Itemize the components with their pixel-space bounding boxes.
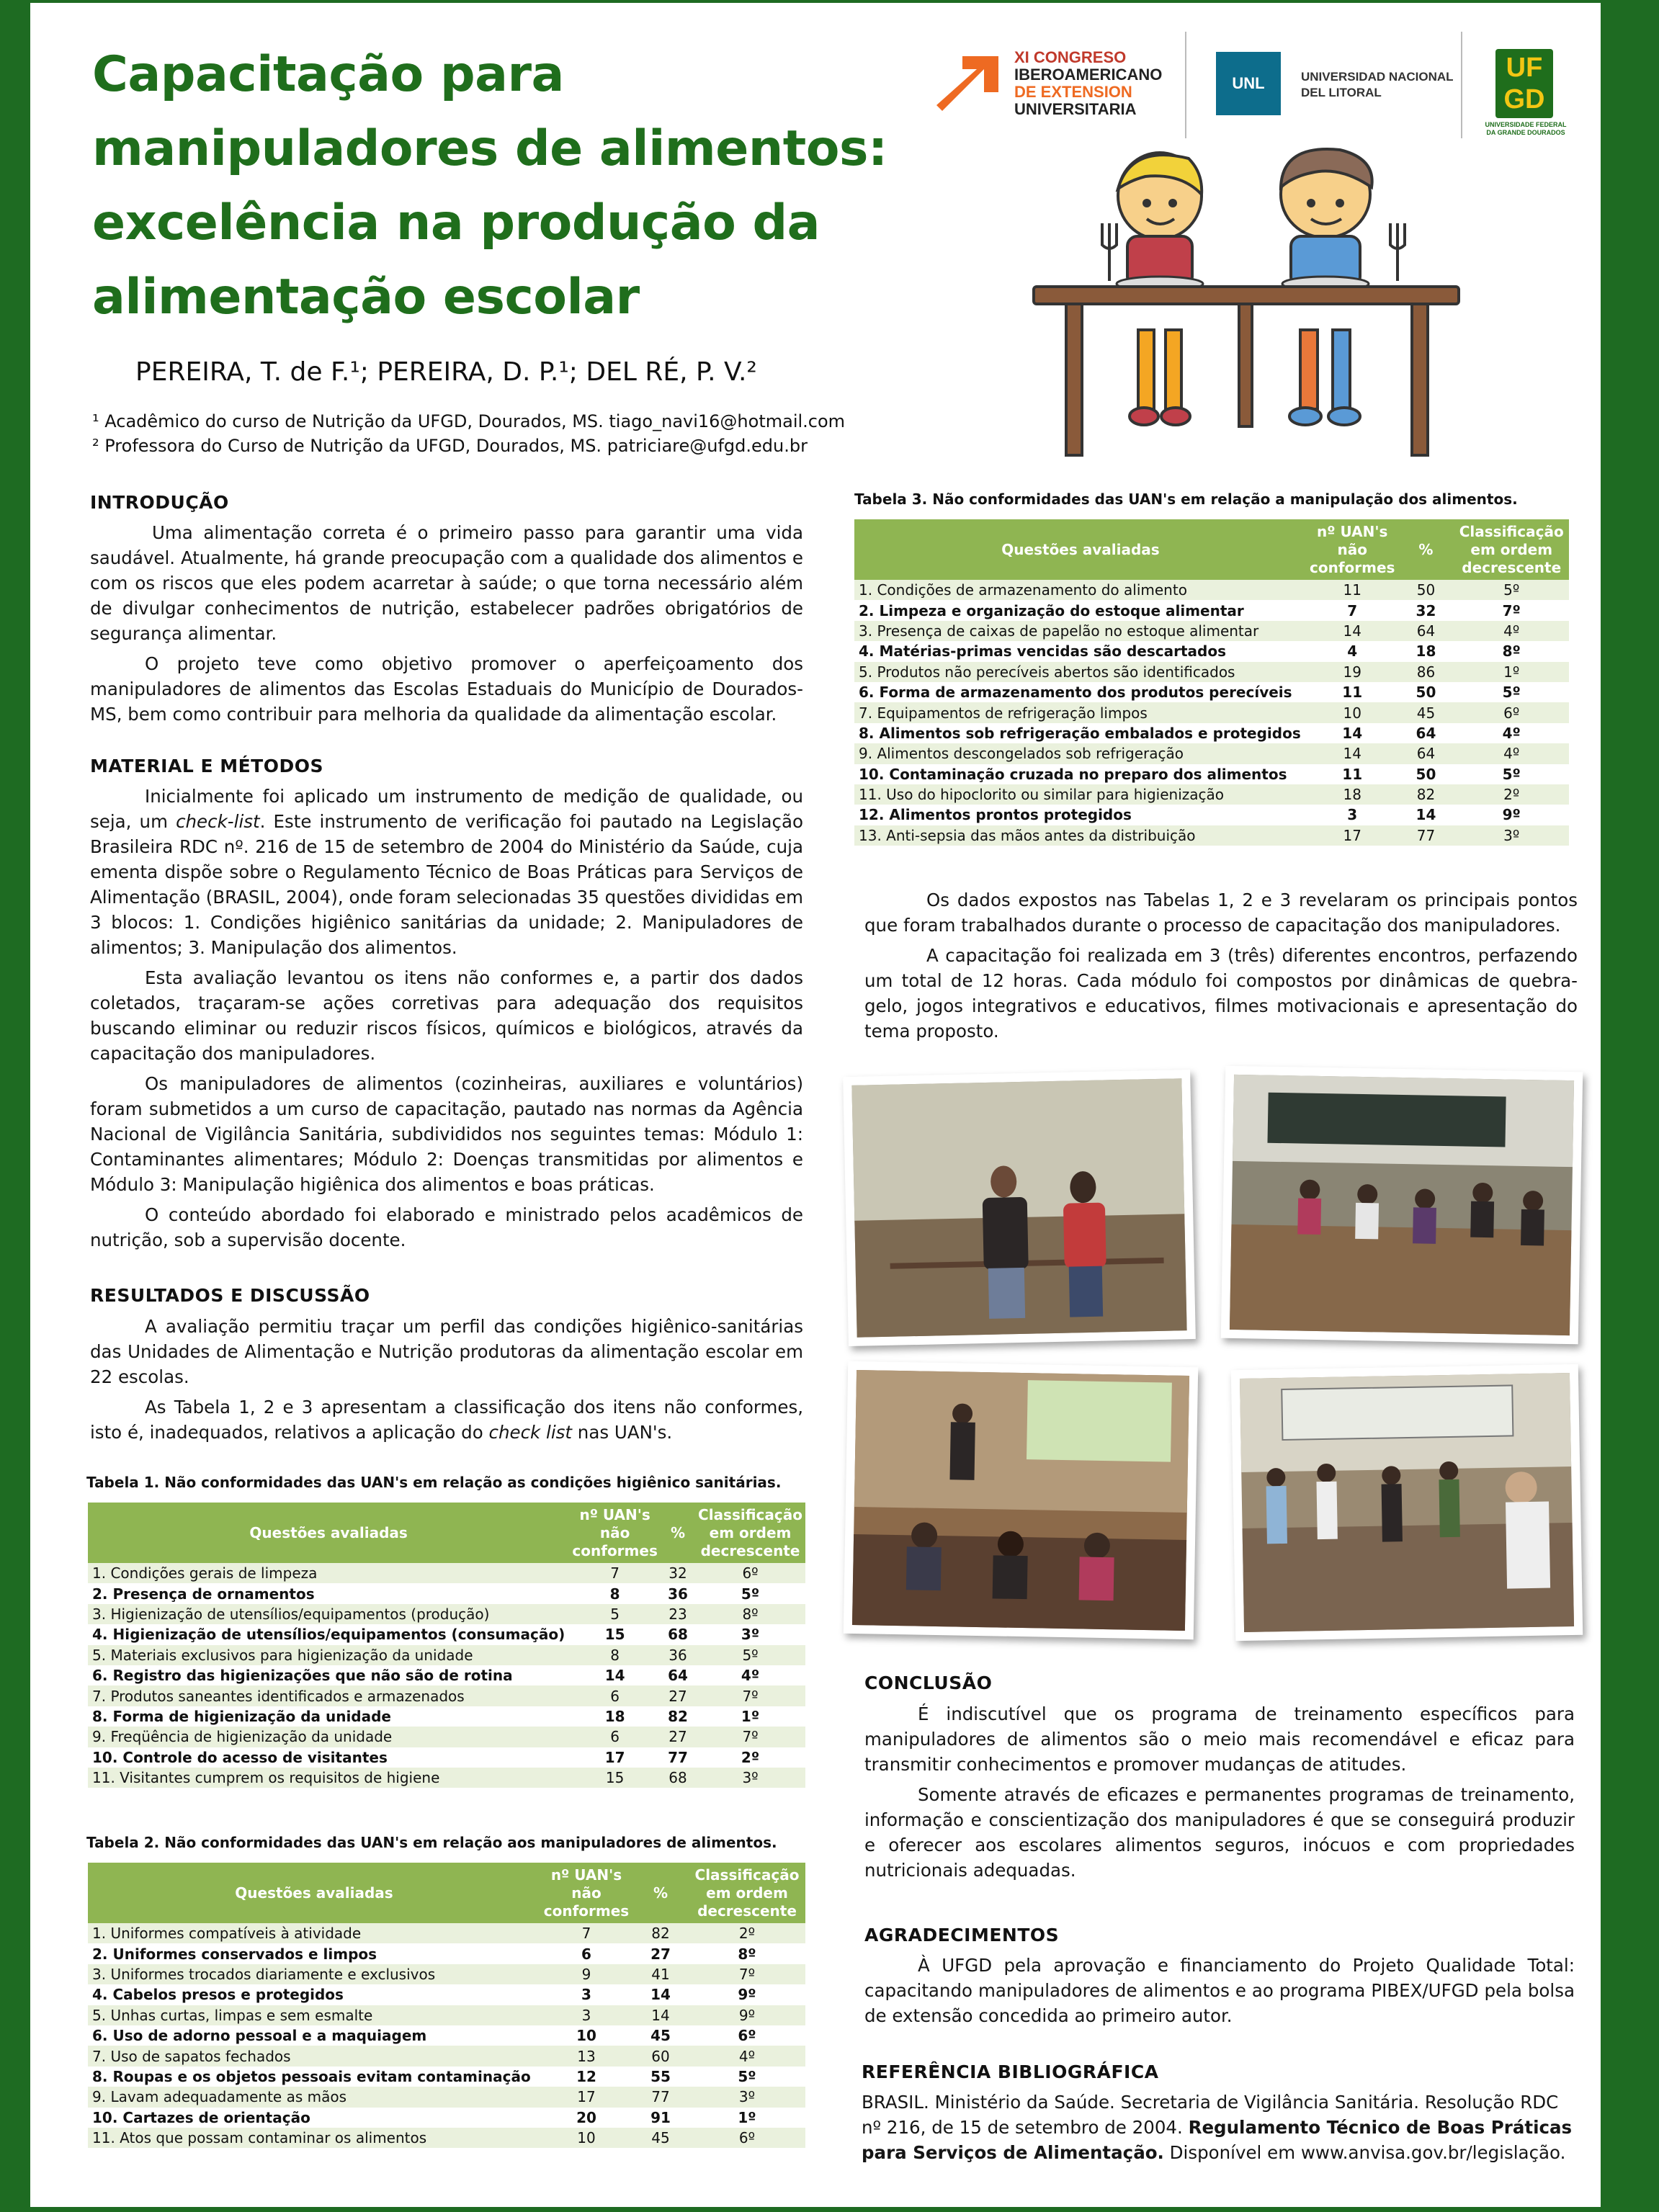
table3 [854,519,1569,846]
rank-cell: 4º [695,1665,805,1685]
photo-presentation-lecture [844,1361,1199,1639]
col-header-count: nº UAN's não conformes [540,1863,632,1923]
count-cell: 3 [540,1984,632,2005]
col-header-percent: % [632,1863,689,1923]
question-cell: 3. Higienização de utensílios/equipamentos (produção) [88,1604,569,1624]
table-row [88,1747,805,1768]
unl-name-line: UNIVERSIDAD NACIONAL [1301,70,1454,84]
percent-cell: 14 [632,1984,689,2005]
count-cell: 20 [540,2108,632,2128]
table1 [88,1503,805,1788]
table-row [88,1964,805,1984]
rank-cell: 7º [1454,600,1569,620]
table-row [854,662,1569,682]
logo-divider [1185,32,1186,138]
percent-cell: 32 [1398,600,1454,620]
photo-two-women-talking [843,1070,1196,1346]
rank-cell: 5º [1454,764,1569,784]
percent-cell: 64 [661,1665,695,1685]
question-cell: 6. Uso de adorno pessoal e a maquiagem [88,2025,540,2046]
right-border [1601,0,1659,2212]
question-cell: 8. Alimentos sob refrigeração embalados e protegidos [854,723,1307,743]
question-cell: 11. Visitantes cumprem os requisitos de higiene [88,1768,569,1788]
percent-cell: 50 [1398,580,1454,600]
title-line: Capacitação para [92,46,564,103]
top-border [0,0,1659,3]
table-row [854,825,1569,846]
question-cell: 9. Lavam adequadamente as mãos [88,2087,540,2107]
col-header-rank: Classificação em ordem decrescente [1454,519,1569,580]
methods-text-b: . Este instrumento de verificação foi pautado na Legislação Brasileira RDC nº. 216 de 15 de setembro de 2004 do Ministério da Saúde, cuja ementa dispõe sobre o Regulamento Técnico de Boas Práticas para Serviços de Alimentação (BRASIL, 2004), onde foram selecionadas 35 questões divididas em 3 blocos: 1. Condições higiênico sanitárias da unidade; 2. Manipuladores de alimentos; 3. Manipulação dos alimentos. [90,811,803,958]
percent-cell: 36 [661,1583,695,1603]
question-cell: 7. Produtos saneantes identificados e armazenados [88,1685,569,1706]
reference-text-c: Disponível em www.anvisa.gov.br/legislação. [1163,2142,1566,2163]
rank-cell: 2º [1454,784,1569,805]
methods-heading: MATERIAL E MÉTODOS [90,756,324,776]
col-header-percent: % [661,1503,695,1563]
question-cell: 8. Forma de higienização da unidade [88,1706,569,1727]
question-cell: 4. Matérias-primas vencidas são descartados [854,641,1307,661]
question-cell: 1. Uniformes compatíveis à atividade [88,1923,540,1943]
table-row [88,2005,805,2025]
rank-cell: 6º [1454,702,1569,722]
table-row [854,764,1569,784]
col-header-rank: Classificação em ordem decrescente [689,1863,805,1923]
ufgd-mark-line: UF [1506,53,1543,83]
col-header-questions: Questões avaliadas [88,1503,569,1563]
rank-cell: 6º [689,2128,805,2148]
reference-title: Regulamento Técnico de Boas Práticas para Serviços de Alimentação. [862,2117,1573,2163]
results-text-b: nas UAN's. [572,1422,673,1443]
table2-caption: Tabela 2. Não conformidades das UAN's em relação aos manipuladores de alimentos. [86,1834,777,1851]
kids-at-table-illustration [1023,144,1470,461]
count-cell: 14 [1307,621,1398,641]
table-row [88,2087,805,2107]
percent-cell: 41 [632,1964,689,1984]
question-cell: 2. Uniformes conservados e limpos [88,1943,540,1964]
count-cell: 3 [1307,805,1398,825]
fork-icon [1390,223,1405,281]
conclusion-paragraph: É indiscutível que os programa de treinamento específicos para manipuladores de alimentos são o meio mais recomendável e eficaz para transmitir conhecimentos e promover mudanças de atitudes. [864,1703,1575,1775]
count-cell: 10 [540,2128,632,2148]
rank-cell: 3º [695,1768,805,1788]
rank-cell: 5º [695,1645,805,1665]
percent-cell: 64 [1398,621,1454,641]
rank-cell: 8º [1454,641,1569,661]
table-row [854,702,1569,722]
question-cell: 10. Controle do acesso de visitantes [88,1747,569,1768]
bottom-border [0,2207,1659,2212]
table-top [1034,287,1459,304]
congress-line-2: IBEROAMERICANO [1014,66,1163,84]
results-checklist: check list [488,1422,573,1443]
question-cell: 5. Unhas curtas, limpas e sem esmalte [88,2005,540,2025]
count-cell: 10 [1307,702,1398,722]
count-cell: 18 [569,1706,661,1727]
rank-cell: 1º [1454,662,1569,682]
percent-cell: 32 [661,1563,695,1583]
photo-group-dynamic [1231,1364,1583,1641]
question-cell: 1. Condições de armazenamento do alimento [854,580,1307,600]
ufgd-name-line: DA GRANDE DOURADOS [1486,129,1565,136]
count-cell: 9 [540,1964,632,1984]
table-row [88,1727,805,1747]
table-row [88,2128,805,2148]
percent-cell: 23 [661,1604,695,1624]
authors: PEREIRA, T. de F.¹; PEREIRA, D. P.¹; DEL RÉ, P. V.² [135,357,757,387]
methods-paragraph [90,784,803,960]
count-cell: 17 [569,1747,661,1768]
title-line: alimentação escolar [92,269,640,326]
percent-cell: 64 [1398,743,1454,764]
table2-body [88,1923,805,2148]
conclusion-heading: CONCLUSÃO [864,1673,993,1693]
table-row [854,682,1569,702]
count-cell: 11 [1307,682,1398,702]
table2 [88,1863,805,2148]
table-row [88,1984,805,2005]
table-row [854,723,1569,743]
count-cell: 14 [569,1665,661,1685]
table-row [88,2025,805,2046]
rank-cell: 4º [1454,621,1569,641]
table-row [88,2046,805,2066]
congress-line-4: UNIVERSITARIA [1014,100,1137,118]
reference-heading: REFERÊNCIA BIBLIOGRÁFICA [862,2061,1159,2082]
col-header-percent: % [1398,519,1454,580]
percent-cell: 77 [632,2087,689,2107]
count-cell: 11 [1307,580,1398,600]
question-cell: 13. Anti-sepsia das mãos antes da distribuição [854,825,1307,846]
question-cell: 9. Alimentos descongelados sob refrigeração [854,743,1307,764]
col-header-questions: Questões avaliadas [88,1863,540,1923]
percent-cell: 77 [1398,825,1454,846]
question-cell: 3. Uniformes trocados diariamente e exclusivos [88,1964,540,1984]
count-cell: 11 [1307,764,1398,784]
table-row [88,1943,805,1964]
methods-text-a: Inicialmente foi aplicado um instrumento de medição de qualidade, ou seja, um [90,786,803,832]
count-cell: 19 [1307,662,1398,682]
percent-cell: 27 [661,1727,695,1747]
thanks-paragraph: À UFGD pela aprovação e financiamento do Projeto Qualidade Total: capacitando manipuladores de alimentos e ao programa PIBEX/UFGD pela bolsa de extensão concedida ao primeiro autor. [864,1955,1575,2026]
question-cell: 4. Cabelos presos e protegidos [88,1984,540,2005]
col-header-rank: Classificação em ordem decrescente [695,1503,805,1563]
percent-cell: 50 [1398,764,1454,784]
affiliation: ¹ Acadêmico do curso de Nutrição da UFGD, Dourados, MS. tiago_navi16@hotmail.com [92,411,846,431]
results-paragraph [90,1394,803,1445]
thanks-heading: AGRADECIMENTOS [864,1925,1060,1945]
results-heading: RESULTADOS E DISCUSSÃO [90,1285,370,1306]
col-header-count: nº UAN's não conformes [569,1503,661,1563]
congress-line-1: XI CONGRESO [1014,48,1127,66]
rank-cell: 7º [689,1964,805,1984]
table-row [854,600,1569,620]
table-row [854,805,1569,825]
question-cell: 6. Registro das higienizações que não são de rotina [88,1665,569,1685]
count-cell: 3 [540,2005,632,2025]
percent-cell: 68 [661,1624,695,1644]
question-cell: 9. Freqüência de higienização da unidade [88,1727,569,1747]
rank-cell: 9º [689,2005,805,2025]
table-row [88,1768,805,1788]
rank-cell: 2º [689,1923,805,1943]
question-cell: 10. Cartazes de orientação [88,2108,540,2128]
thanks-text [864,1953,1575,2033]
rank-cell: 5º [1454,580,1569,600]
percent-cell: 18 [1398,641,1454,661]
percent-cell: 64 [1398,723,1454,743]
question-cell: 4. Higienização de utensílios/equipamentos (consumação) [88,1624,569,1644]
table-row [854,580,1569,600]
table-row [88,1645,805,1665]
count-cell: 7 [569,1563,661,1583]
question-cell: 6. Forma de armazenamento dos produtos perecíveis [854,682,1307,702]
rank-cell: 6º [689,2025,805,2046]
rank-cell: 5º [695,1583,805,1603]
col-header-count: nº UAN's não conformes [1307,519,1398,580]
results-text [90,1314,803,1450]
count-cell: 7 [1307,600,1398,620]
rank-cell: 3º [695,1624,805,1644]
count-cell: 4 [1307,641,1398,661]
percent-cell: 60 [632,2046,689,2066]
percent-cell: 36 [661,1645,695,1665]
count-cell: 13 [540,2046,632,2066]
table-row [854,784,1569,805]
reference-text-a: BRASIL. Ministério da Saúde. Secretaria de Vigilância Sanitária. Resolução RDC nº 216, de 15 de setembro de 2004. [862,2092,1559,2138]
fork-icon [1102,223,1117,281]
question-cell: 2. Limpeza e organização do estoque alimentar [854,600,1307,620]
question-cell: 3. Presença de caixas de papelão no estoque alimentar [854,621,1307,641]
rank-cell: 8º [689,1943,805,1964]
table-row [88,1706,805,1727]
discussion-paragraph: A capacitação foi realizada em 3 (três) diferentes encontros, perfazendo um total de 12 horas. Cada módulo foi compostos por dinâmicas de quebra-gelo, jogos integrativos e educativos, filmes motivacionais e apresentação do tema proposto. [864,945,1578,1042]
rank-cell: 1º [695,1706,805,1727]
conclusion-paragraph: Somente através de eficazes e permanentes programas de treinamento, informação e conscientização dos manipuladores é que se conseguirá produzir e oferecer aos escolares alimentos seguros, inócuos e com propriedades nutricionais adequadas. [864,1784,1575,1881]
affiliations [92,409,845,458]
table-row [88,1563,805,1583]
table-row [88,2067,805,2087]
question-cell: 7. Equipamentos de refrigeração limpos [854,702,1307,722]
count-cell: 18 [1307,784,1398,805]
count-cell: 6 [569,1685,661,1706]
rank-cell: 4º [1454,723,1569,743]
percent-cell: 14 [1398,805,1454,825]
percent-cell: 82 [661,1706,695,1727]
count-cell: 15 [569,1624,661,1644]
rank-cell: 5º [1454,682,1569,702]
col-header-questions: Questões avaliadas [854,519,1307,580]
rank-cell: 7º [695,1727,805,1747]
reference-text [862,2090,1575,2170]
methods-text [90,784,803,1258]
logo-divider [1461,32,1462,138]
percent-cell: 91 [632,2108,689,2128]
intro-heading: INTRODUÇÃO [90,492,229,513]
discussion-text [864,887,1578,1049]
methods-paragraph: Os manipuladores de alimentos (cozinheiras, auxiliares e voluntários) foram submetidos a um curso de capacitação, pautado nas normas da Agência Nacional de Vigilância Sanitária, subdivididos nos seguintes temas: Módulo 1: Contaminantes alimentares; Módulo 2: Doenças transmitidas por alimentos e Módulo 3: Manipulação higiênica dos alimentos e boas práticas. [90,1073,803,1195]
percent-cell: 50 [1398,682,1454,702]
unl-name-line: DEL LITORAL [1301,86,1382,99]
left-border [0,0,30,2212]
rank-cell: 9º [1454,805,1569,825]
rank-cell: 3º [1454,825,1569,846]
question-cell: 7. Uso de sapatos fechados [88,2046,540,2066]
percent-cell: 82 [1398,784,1454,805]
question-cell: 2. Presença de ornamentos [88,1583,569,1603]
count-cell: 12 [540,2067,632,2087]
reference-entry [862,2090,1575,2165]
rank-cell: 2º [695,1747,805,1768]
rank-cell: 1º [689,2108,805,2128]
percent-cell: 45 [632,2025,689,2046]
table-row [854,743,1569,764]
question-cell: 10. Contaminação cruzada no preparo dos alimentos [854,764,1307,784]
table-row [88,1923,805,1943]
count-cell: 10 [540,2025,632,2046]
question-cell: 1. Condições gerais de limpeza [88,1563,569,1583]
percent-cell: 55 [632,2067,689,2087]
discussion-paragraph: Os dados expostos nas Tabelas 1, 2 e 3 revelaram os principais pontos que foram trabalhados durante o processo de capacitação dos manipuladores. [864,890,1578,936]
question-cell: 11. Atos que possam contaminar os alimentos [88,2128,540,2148]
question-cell: 5. Materiais exclusivos para higienização da unidade [88,1645,569,1665]
methods-paragraph: O conteúdo abordado foi elaborado e ministrado pelos acadêmicos de nutrição, sob a supervisão docente. [90,1204,803,1250]
rank-cell: 4º [689,2046,805,2066]
conclusion-text [864,1701,1575,1888]
rank-cell: 6º [695,1563,805,1583]
count-cell: 8 [569,1645,661,1665]
count-cell: 8 [569,1583,661,1603]
rank-cell: 7º [695,1685,805,1706]
table-row [854,621,1569,641]
arrow-icon [936,48,1009,120]
rank-cell: 9º [689,1984,805,2005]
table-row [88,1604,805,1624]
rank-cell: 4º [1454,743,1569,764]
table3-body [854,580,1569,846]
count-cell: 6 [540,1943,632,1964]
table-row [88,1665,805,1685]
percent-cell: 86 [1398,662,1454,682]
title-line: manipuladores de alimentos: [92,120,887,177]
count-cell: 6 [569,1727,661,1747]
percent-cell: 27 [661,1685,695,1706]
count-cell: 14 [1307,723,1398,743]
question-cell: 11. Uso do hipoclorito ou similar para higienização [854,784,1307,805]
intro-text [90,520,803,732]
percent-cell: 45 [1398,702,1454,722]
ufgd-mark-line: GD [1503,84,1545,115]
table1-caption: Tabela 1. Não conformidades das UAN's em relação as condições higiênico sanitárias. [86,1474,782,1491]
results-text-a: As Tabela 1, 2 e 3 apresentam a classificação dos itens não conformes, isto é, inadequados, relativos a aplicação do [90,1397,803,1443]
ufgd-name-line: UNIVERSIDADE FEDERAL [1485,121,1567,128]
intro-paragraph: O projeto teve como objetivo promover o aperfeiçoamento dos manipuladores de alimentos das Escolas Estaduais do Município de Dourados-MS, bem como contribuir para melhoria da qualidade da alimentação escolar. [90,653,803,725]
table-row [88,1685,805,1706]
congress-line-3: DE EXTENSION [1014,83,1132,101]
percent-cell: 68 [661,1768,695,1788]
percent-cell: 14 [632,2005,689,2025]
question-cell: 5. Produtos não perecíveis abertos são identificados [854,662,1307,682]
rank-cell: 3º [689,2087,805,2107]
count-cell: 14 [1307,743,1398,764]
table-row [88,1583,805,1603]
unl-logo [1216,52,1461,117]
ufgd-logo [1483,49,1569,143]
count-cell: 15 [569,1768,661,1788]
count-cell: 17 [540,2087,632,2107]
count-cell: 17 [1307,825,1398,846]
table-row [854,641,1569,661]
percent-cell: 45 [632,2128,689,2148]
percent-cell: 77 [661,1747,695,1768]
table3-caption: Tabela 3. Não conformidades das UAN's em relação a manipulação dos alimentos. [854,491,1518,508]
percent-cell: 27 [632,1943,689,1964]
percent-cell: 82 [632,1923,689,1943]
count-cell: 5 [569,1604,661,1624]
count-cell: 7 [540,1923,632,1943]
table1-body [88,1563,805,1788]
question-cell: 8. Roupas e os objetos pessoais evitam contaminação [88,2067,540,2087]
methods-checklist: check-list [176,811,260,832]
affiliation: ² Professora do Curso de Nutrição da UFGD, Dourados, MS. patriciare@ufgd.edu.br [92,436,808,456]
methods-paragraph: Esta avaliação levantou os itens não conformes e, a partir dos dados coletados, traçaram-se ações corretivas para adequação dos requisitos buscando eliminar ou reduzir riscos físicos, químicos e biológicos, através da capacitação dos manipuladores. [90,967,803,1064]
table-row [88,1624,805,1644]
poster-title [92,37,921,334]
rank-cell: 5º [689,2067,805,2087]
question-cell: 12. Alimentos prontos protegidos [854,805,1307,825]
results-paragraph: A avaliação permitiu traçar um perfil das condições higiênico-sanitárias das Unidades de Alimentação e Nutrição produtoras da alimentação escolar em 22 escolas. [90,1316,803,1387]
table-row [88,2108,805,2128]
title-line: excelência na produção da [92,194,820,251]
intro-paragraph: Uma alimentação correta é o primeiro passo para garantir uma vida saudável. Atualmente, há grande preocupação com a qualidade dos alimentos e com os riscos que eles podem acarretar à saúde; o que torna necessário além de divulgar conhecimentos de nutrição, estabelecer padrões obrigatórios de segurança alimentar. [90,522,803,644]
photo-classroom-participants [1221,1066,1583,1345]
rank-cell: 8º [695,1604,805,1624]
congress-logo [936,45,1174,124]
unl-mark: UNL [1216,52,1281,115]
